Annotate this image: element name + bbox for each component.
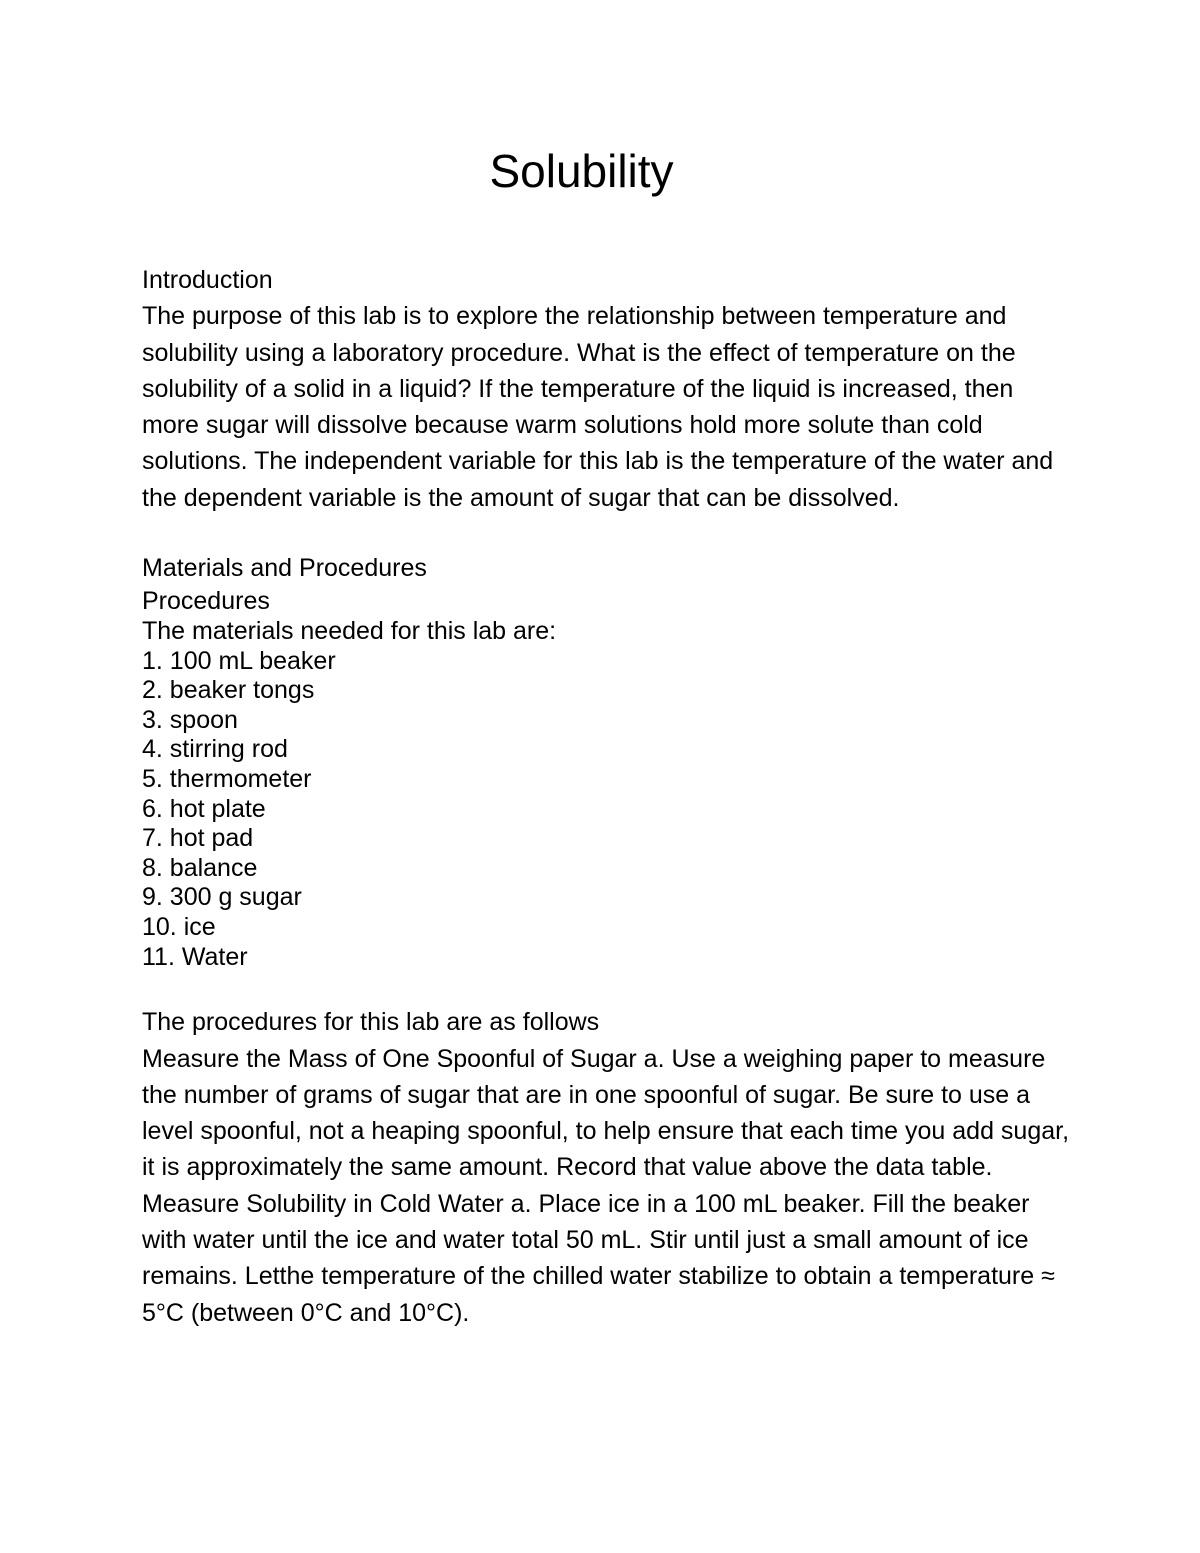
materials-list: [142, 647, 1072, 973]
list-item: 2. beaker tongs: [142, 676, 315, 705]
spacer: [142, 972, 1072, 1004]
spacer: [142, 516, 1072, 552]
list-item: 9. 300 g sugar: [142, 883, 302, 912]
procedure-step-mass: Measure the Mass of One Spoonful of Sugar a. Use a weighing paper to measure the number of grams of sugar that are in one spoonful of sugar. Be sure to use a level spoonful, not a heaping spoonful, to help ensure that each time you add sugar, it is approximately the same amount. Record that value above the data table.: [142, 1044, 1070, 1182]
list-item: 6. hot plate: [142, 794, 266, 823]
procedure-step-cold-water: Measure Solubility in Cold Water a. Place ice in a 100 mL beaker. Fill the beaker with water until the ice and water total 50 mL. Stir until just a small amount of ice remains. Letthe temperature of the chilled water stabilize to obtain a temperature ≈ 5°C (between 0°C and 10°C).: [142, 1189, 1055, 1327]
list-item: 10. ice: [142, 913, 216, 942]
document-body: [142, 262, 1072, 1331]
list-item: 3. spoon: [142, 705, 238, 734]
list-item: 1. 100 mL beaker: [142, 646, 336, 675]
list-item: 5. thermometer: [142, 765, 312, 794]
list-item: 8. balance: [142, 853, 258, 882]
procedures-subheading: Procedures: [142, 586, 270, 615]
materials-heading: Materials and Procedures: [142, 554, 427, 583]
introduction-heading: Introduction: [142, 266, 273, 294]
materials-intro: The materials needed for this lab are:: [142, 617, 557, 646]
list-item: 11. Water: [142, 942, 248, 971]
procedures-intro: The procedures for this lab are as follows: [142, 1008, 600, 1037]
page-title: Solubility: [489, 145, 674, 197]
list-item: 4. stirring rod: [142, 735, 288, 764]
list-item: 7. hot pad: [142, 824, 254, 853]
introduction-paragraph: The purpose of this lab is to explore the relationship between temperature and solubility using a laboratory procedure. What is the effect of temperature on the solubility of a solid in a liquid? If the temperature of the liquid is increased, then more sugar will dissolve because warm solutions hold more solute than cold solutions. The independent variable for this lab is the temperature of the water and the dependent variable is the amount of sugar that can be dissolved.: [142, 302, 1054, 512]
